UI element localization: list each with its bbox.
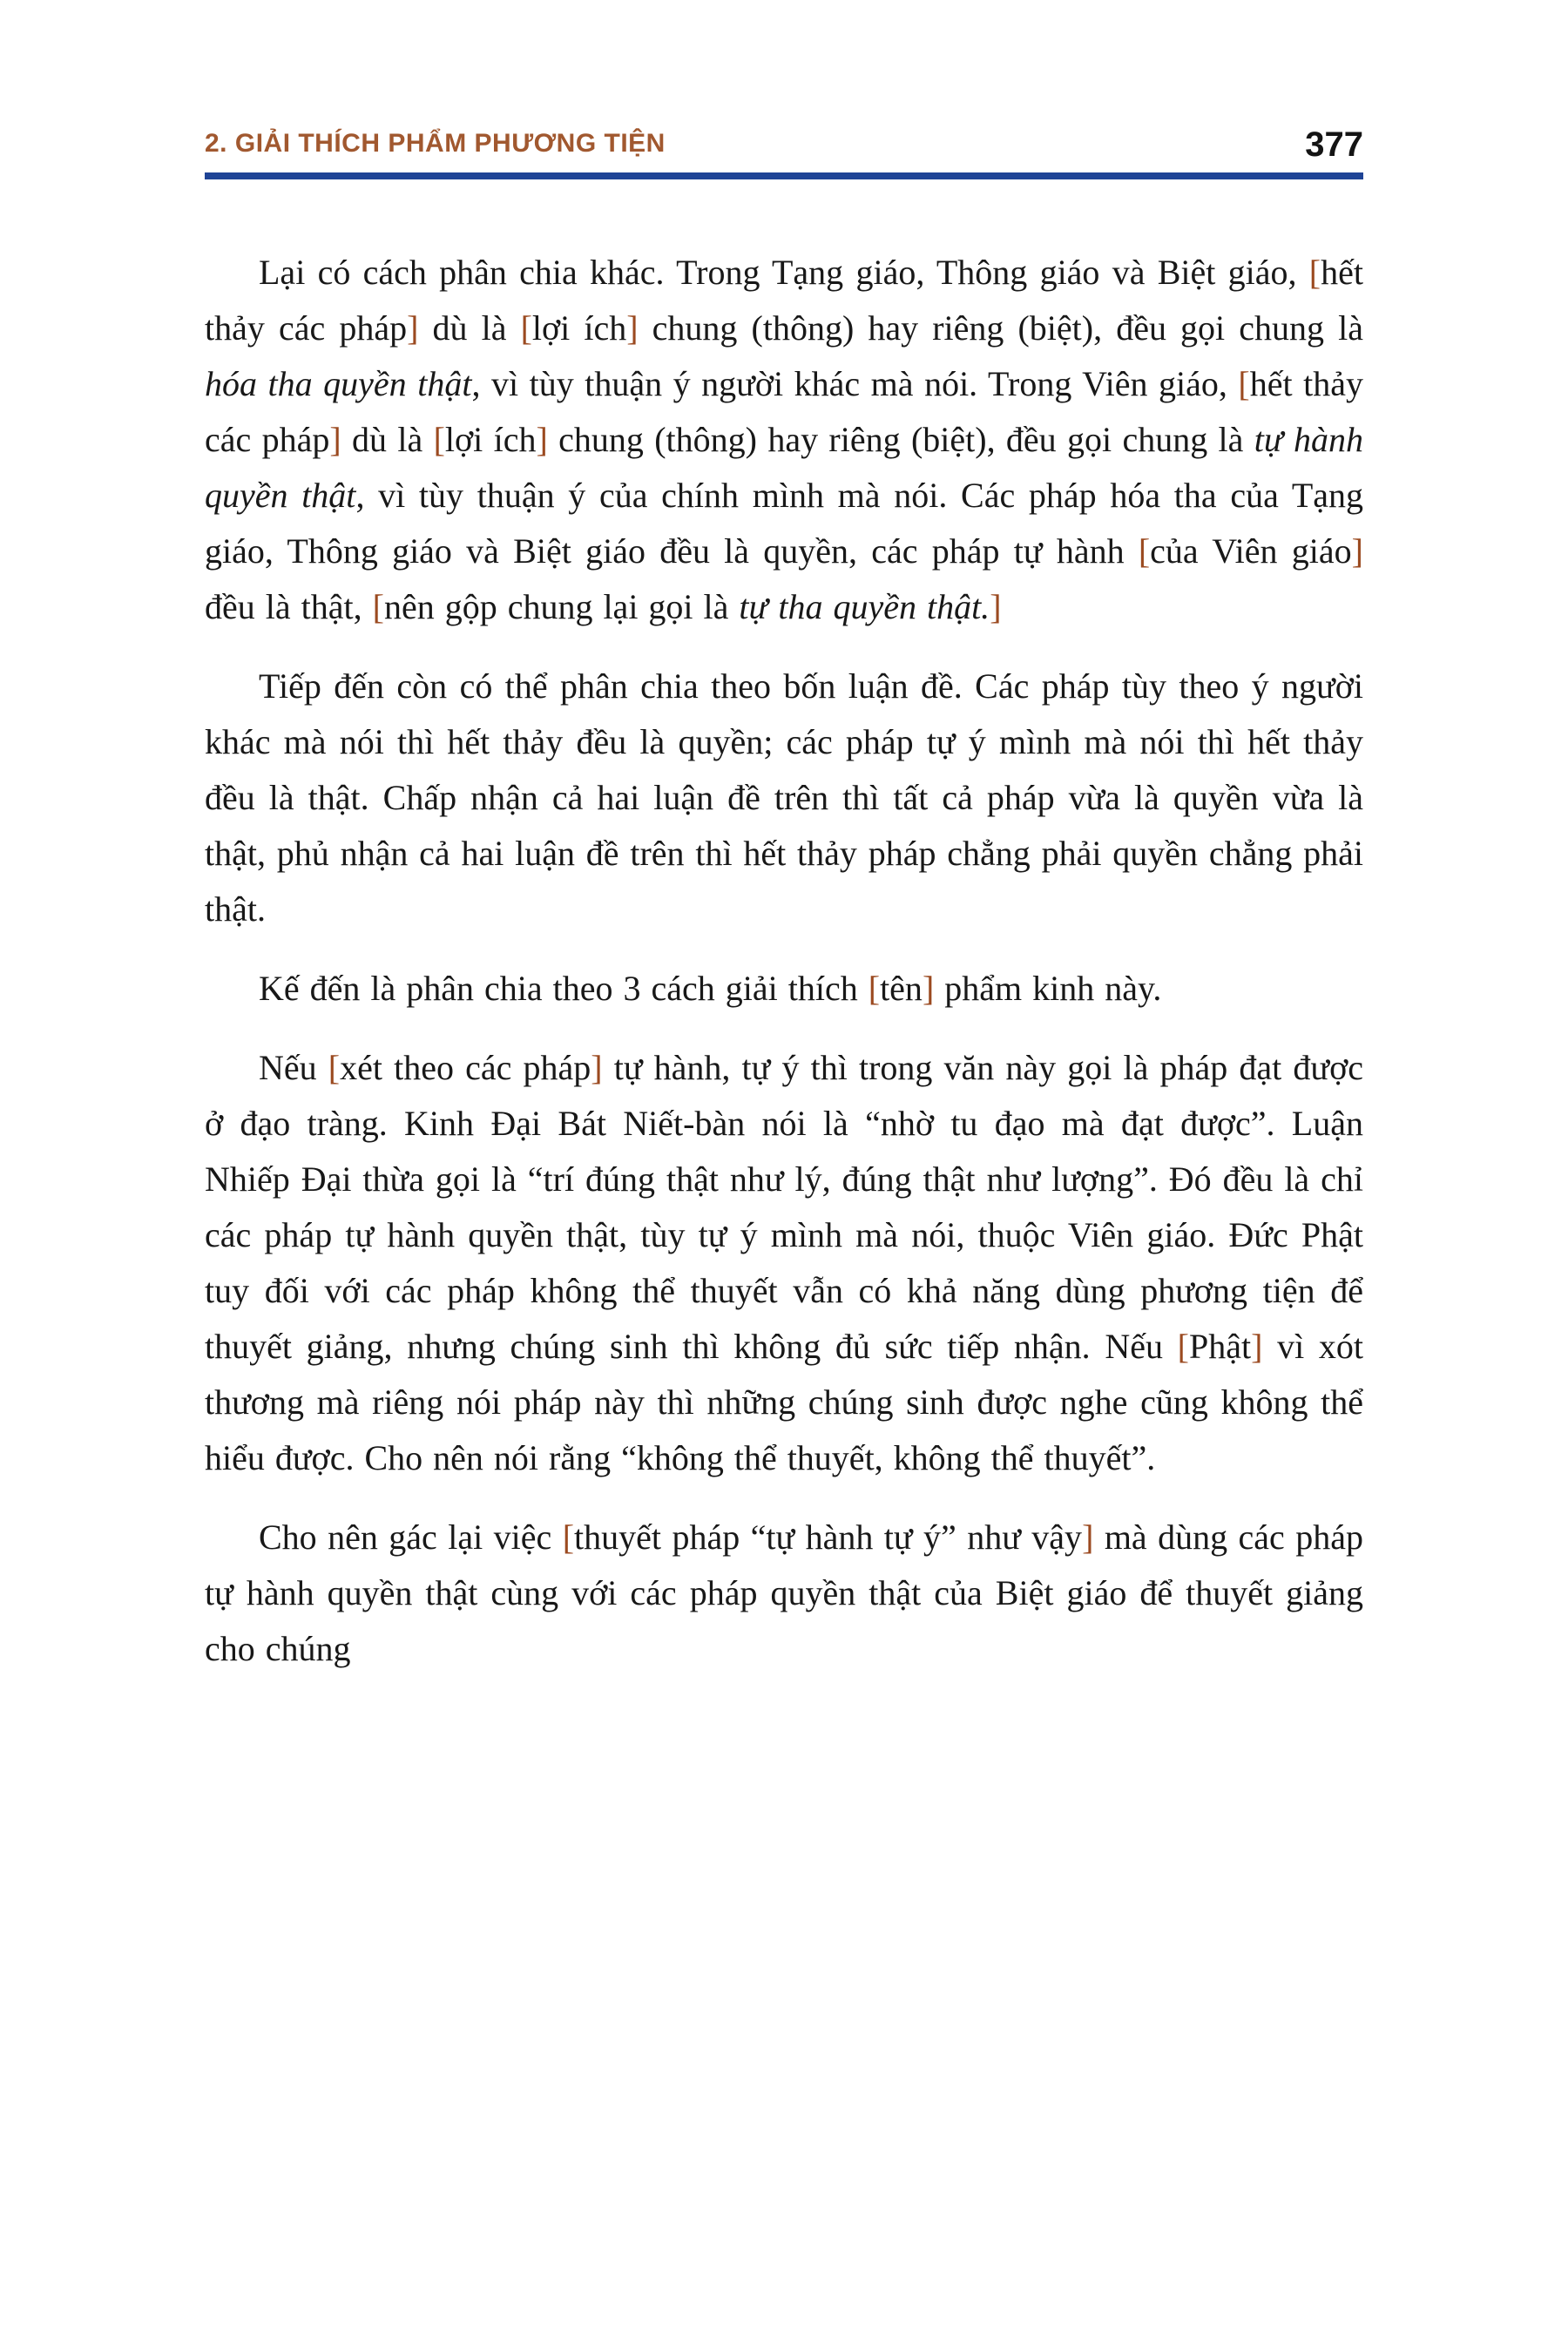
emphasis-text: tự hành quyền thật: [205, 420, 1363, 515]
text-run: tự hành, tự ý thì trong văn này gọi là pháp đạt được ở đạo tràng. Kinh Đại Bát Niết-bàn nói là “nhờ tu đạo mà đạt được”. Luận Nhiếp Đại thừa gọi là “trí đúng thật như lý, đúng thật như lượng”. Đó đều là chỉ các pháp tự hành quyền thật, tùy tự ý mình mà nói, thuộc Viên giáo. Đức Phật tuy đối với các pháp không thể thuyết vẫn có khả năng dùng phương tiện để thuyết giảng, nhưng chúng sinh thì không đủ sức tiếp nhận. Nếu: [205, 1048, 1364, 1366]
text-run: vì xót thương mà riêng nói pháp này thì những chúng sinh được nghe cũng không thể hiểu được. Cho nên nói rằng “không thể thuyết, không thể thuyết”.: [205, 1327, 1363, 1477]
text-run: nên gộp chung lại gọi là: [383, 587, 740, 626]
text-run: Nếu: [259, 1048, 328, 1087]
bracket: ]: [329, 420, 341, 459]
bracket: [: [1308, 253, 1321, 292]
bracket: ]: [1251, 1327, 1263, 1366]
text-run: chung (thông) hay riêng (biệt), đều gọi chung là: [638, 308, 1363, 348]
bracket: [: [1177, 1327, 1189, 1366]
text-run: dù là: [341, 420, 434, 459]
running-head: 2. GIẢI THÍCH PHẨM PHƯƠNG TIỆN: [205, 129, 666, 158]
text-run: dù là: [418, 308, 521, 348]
bracket: [: [433, 420, 445, 459]
paragraph: [205, 1040, 1363, 1486]
text-run: Cho nên gác lại việc: [259, 1517, 563, 1557]
text-run: chung (thông) hay riêng (biệt), đều gọi chung là: [547, 420, 1254, 459]
bracket: ]: [407, 308, 419, 348]
page-body: [205, 245, 1363, 1677]
bracket: [: [1138, 531, 1151, 571]
page-header: [205, 127, 1363, 162]
emphasis-text: hóa tha quyền thật: [205, 364, 472, 403]
text-run: , vì tùy thuận ý của chính mình mà nói. Các pháp hóa tha của Tạng giáo, Thông giáo và Biệt giáo đều là quyền, các pháp tự hành: [205, 476, 1364, 571]
text-run: lợi ích: [531, 308, 627, 348]
text-run: Phật: [1188, 1327, 1252, 1366]
text-run: xét theo các pháp: [340, 1048, 591, 1087]
text-run: Tiếp đến còn có thể phân chia theo bốn luận đề. Các pháp tùy theo ý người khác mà nói thì hết thảy đều là quyền; các pháp tự ý mình mà nói thì hết thảy đều là thật. Chấp nhận cả hai luận đề trên thì tất cả pháp vừa là quyền vừa là thật, phủ nhận cả hai luận đề trên thì hết thảy pháp chẳng phải quyền chẳng phải thật.: [205, 666, 1363, 929]
text-run: hết thảy các pháp: [205, 253, 1363, 348]
text-run: , vì tùy thuận ý người khác mà nói. Trong Viên giáo,: [471, 364, 1239, 403]
page-number: 377: [1305, 125, 1363, 164]
text-run: Lại có cách phân chia khác. Trong Tạng giáo, Thông giáo và Biệt giáo,: [259, 253, 1309, 292]
paragraph: [205, 1510, 1363, 1677]
text-run: thuyết pháp “tự hành tự ý” như vậy: [574, 1517, 1083, 1557]
bracket: ]: [626, 308, 639, 348]
paragraph: [205, 961, 1363, 1017]
bracket: [: [868, 969, 881, 1008]
header-rule: [205, 172, 1363, 179]
text-run: tên: [880, 969, 923, 1008]
paragraph: [205, 245, 1363, 635]
bracket: ]: [1351, 531, 1363, 571]
bracket: ]: [1082, 1517, 1094, 1557]
text-run: mà dùng các pháp tự hành quyền thật cùng với các pháp quyền thật của Biệt giáo để thuyết giảng cho chúng: [205, 1517, 1363, 1668]
text-run: Kế đến là phân chia theo 3 cách giải thích: [259, 969, 868, 1008]
bracket: [: [562, 1517, 575, 1557]
text-run: phẩm kinh này.: [934, 969, 1162, 1008]
text-run: của Viên giáo: [1150, 531, 1352, 571]
bracket: ]: [990, 587, 1002, 626]
bracket: [: [328, 1048, 341, 1087]
bracket: ]: [591, 1048, 603, 1087]
bracket: [: [1238, 364, 1250, 403]
bracket: ]: [922, 969, 935, 1008]
text-run: hết thảy các pháp: [205, 364, 1363, 459]
bracket: ]: [536, 420, 548, 459]
bracket: [: [372, 587, 384, 626]
bracket: [: [520, 308, 532, 348]
paragraph: [205, 659, 1363, 937]
text-run: lợi ích: [444, 420, 537, 459]
text-run: đều là thật,: [205, 587, 373, 626]
emphasis-text: tự tha quyền thật.: [739, 587, 990, 626]
